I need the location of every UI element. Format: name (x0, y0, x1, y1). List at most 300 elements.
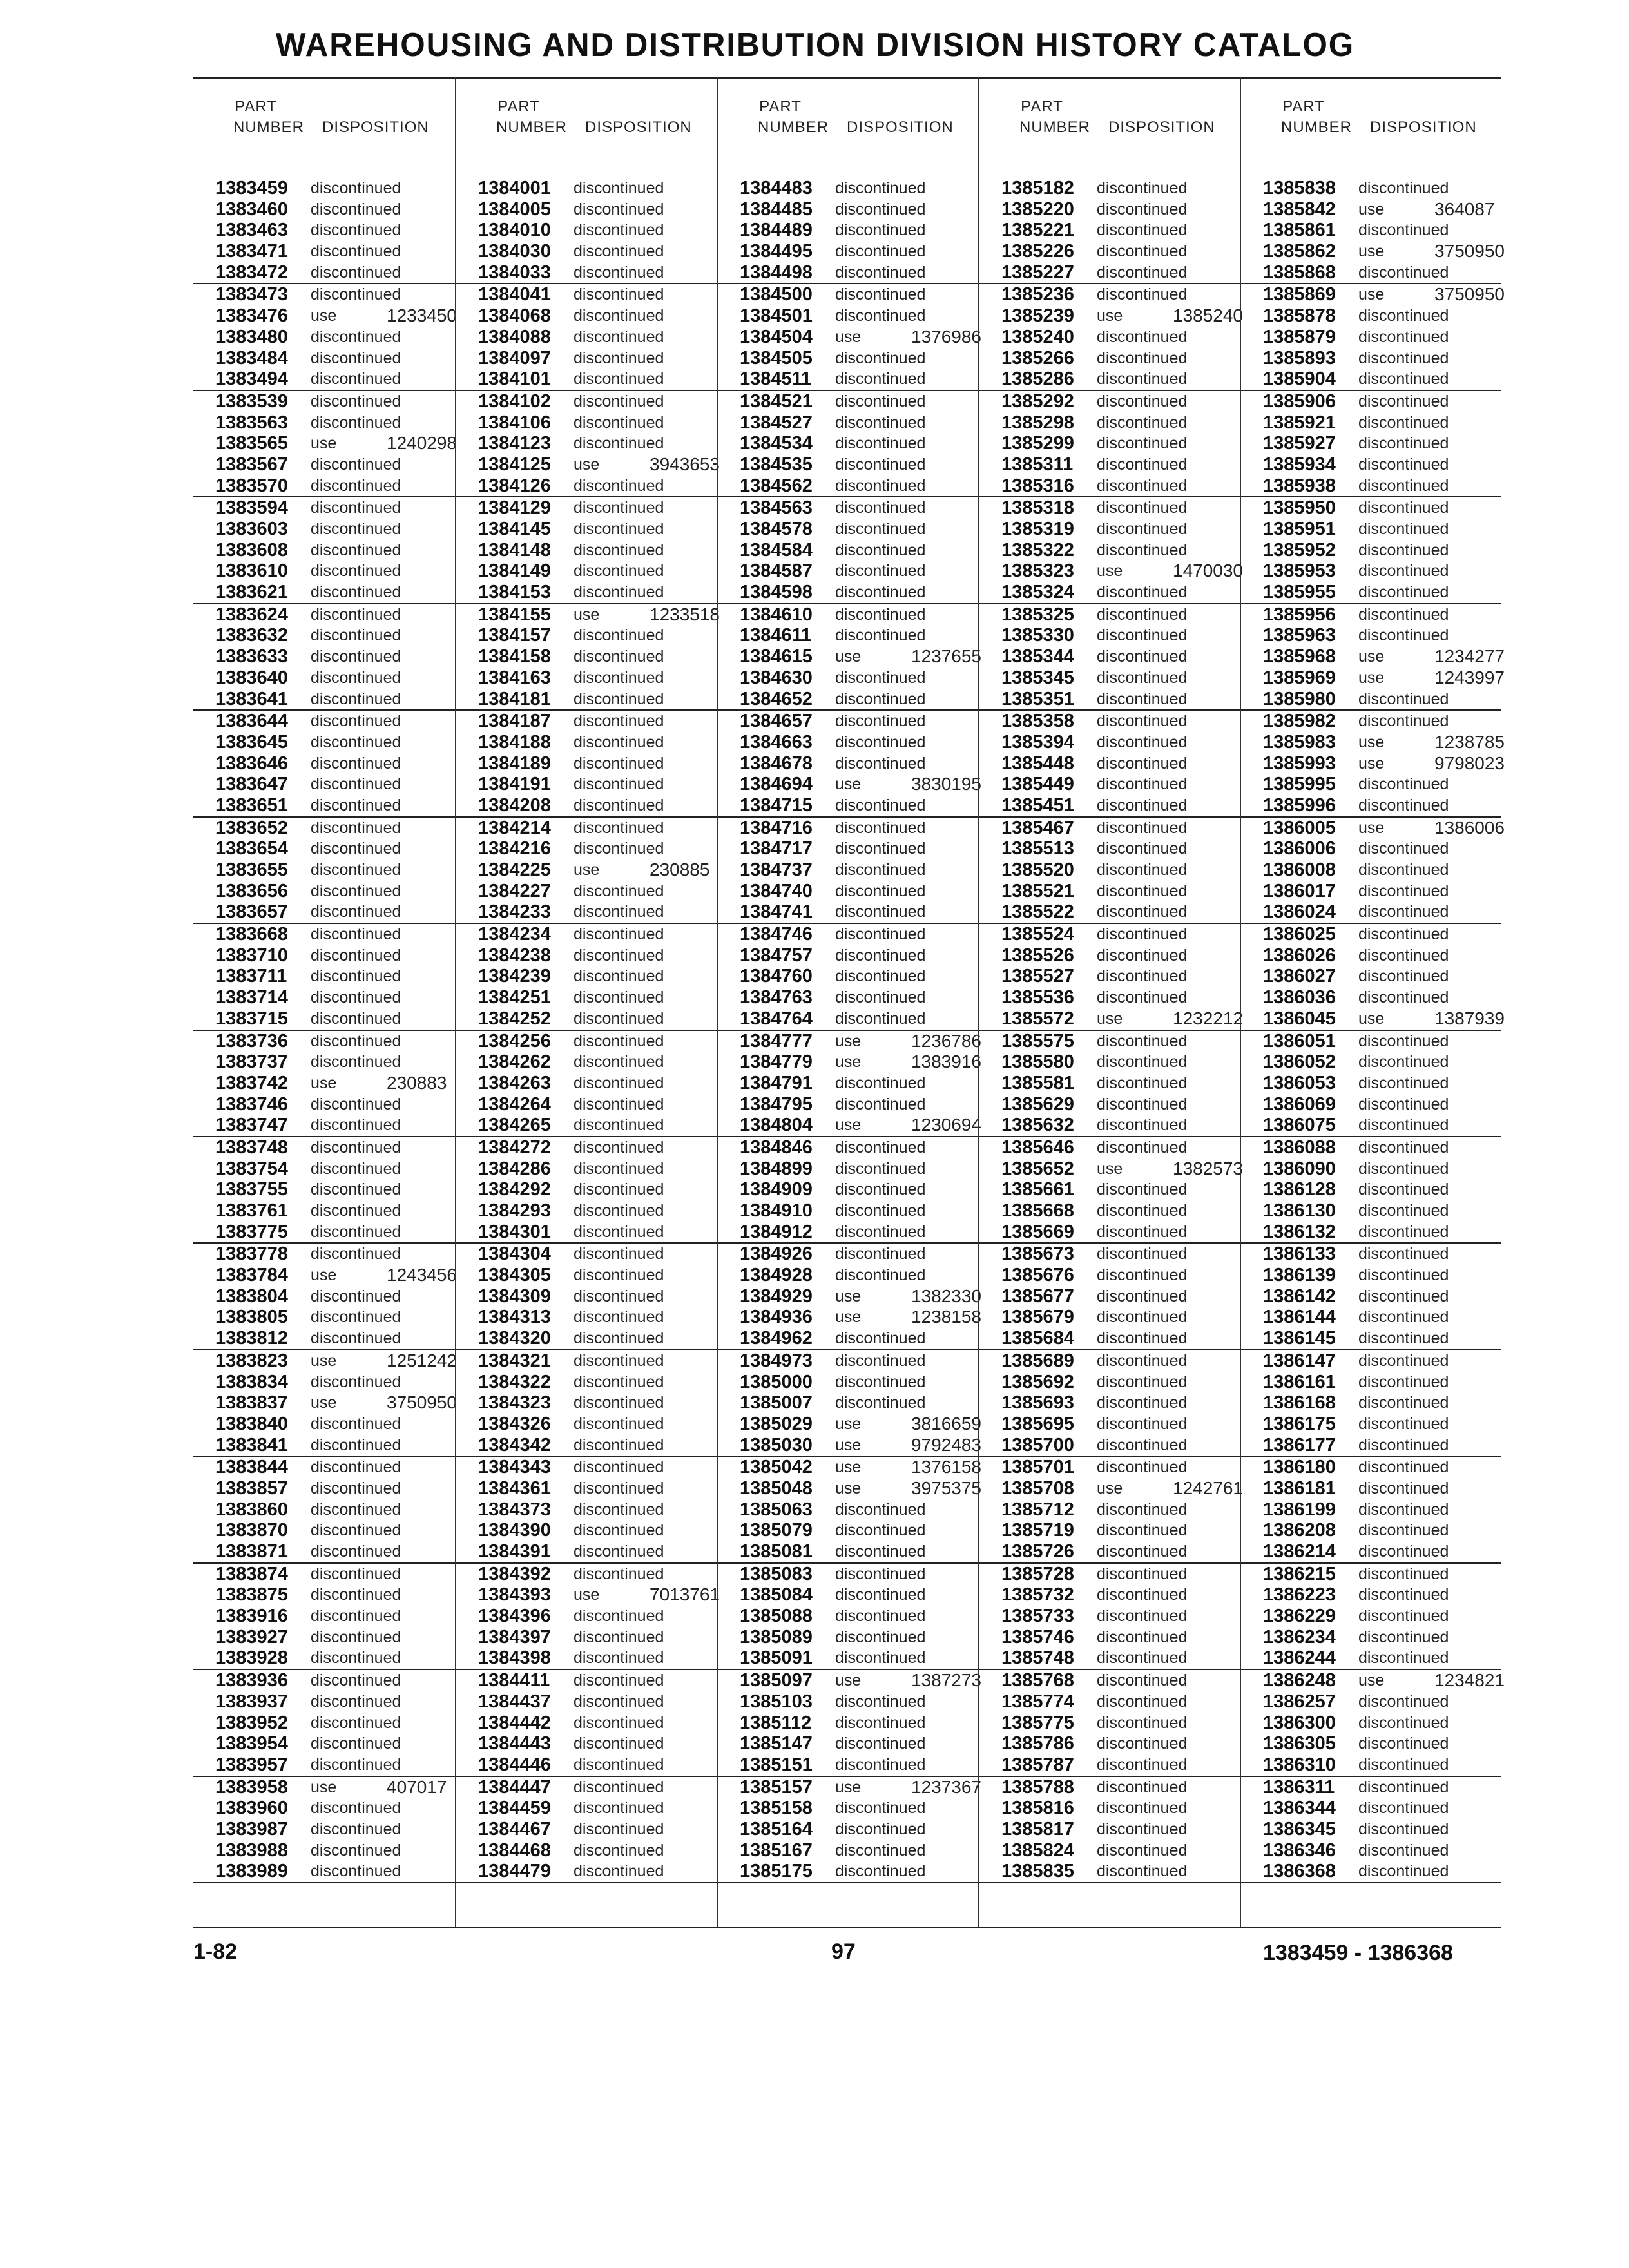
disposition: use 1237367 (835, 1776, 982, 1797)
disposition: discontinued (1097, 1820, 1188, 1838)
disposition: discontinued (1097, 648, 1188, 666)
disposition: use 1243997 (1358, 667, 1505, 687)
part-number: 1383641 (215, 688, 288, 709)
part-number: 1385838 (1263, 178, 1336, 198)
part-number: 1384153 (478, 582, 551, 603)
catalog-row (456, 561, 717, 582)
replacement-part-number: 1376158 (911, 1457, 982, 1477)
catalog-row (1241, 753, 1505, 774)
part-number: 1383711 (215, 966, 287, 987)
disposition: discontinued (1097, 1245, 1188, 1264)
disposition: discontinued (1358, 1202, 1449, 1220)
catalog-row (979, 1392, 1240, 1414)
disposition: discontinued (1097, 1500, 1188, 1519)
catalog-row (979, 860, 1240, 881)
part-number: 1384293 (478, 1200, 551, 1221)
disposition: discontinued (835, 221, 926, 240)
part-number: 1385103 (740, 1691, 813, 1712)
catalog-row (193, 1713, 455, 1734)
part-number: 1383471 (215, 241, 288, 262)
disposition: discontinued (1097, 605, 1188, 624)
part-number: 1384033 (478, 262, 551, 283)
part-number: 1384181 (478, 688, 551, 709)
catalog-row (979, 1094, 1240, 1115)
disposition: discontinued (1358, 988, 1449, 1007)
catalog-row (456, 1372, 717, 1393)
part-number: 1385956 (1263, 604, 1336, 625)
part-number: 1383610 (215, 561, 288, 582)
disposition: discontinued (1358, 392, 1449, 410)
disposition: discontinued (835, 946, 926, 965)
part-number: 1384326 (478, 1413, 551, 1434)
catalog-row (193, 391, 455, 412)
catalog-row (193, 945, 455, 966)
disposition: use 1383916 (835, 1052, 982, 1072)
part-number: 1386214 (1263, 1541, 1336, 1562)
disposition: discontinued (1358, 967, 1449, 986)
column-header (193, 97, 455, 174)
part-number: 1385996 (1263, 794, 1336, 816)
disposition: discontinued (1358, 946, 1449, 965)
catalog-row (718, 1541, 978, 1564)
part-number: 1385325 (1001, 604, 1074, 625)
disposition: discontinued (311, 689, 401, 708)
disposition: discontinued (835, 861, 926, 879)
catalog-row (1241, 1564, 1501, 1585)
catalog-row (1241, 881, 1501, 902)
part-number: 1383778 (215, 1244, 288, 1265)
part-number: 1384846 (740, 1137, 813, 1158)
disposition-header: DISPOSITION (847, 119, 954, 136)
part-number: 1383632 (215, 625, 288, 646)
disposition: discontinued (1358, 476, 1449, 495)
part-number: 1383870 (215, 1520, 288, 1541)
disposition-header: DISPOSITION (322, 119, 429, 136)
disposition: discontinued (1097, 967, 1188, 986)
part-number: 1383957 (215, 1754, 288, 1775)
catalog-row (456, 391, 717, 412)
catalog-row (979, 348, 1240, 369)
disposition: use 1387939 (1358, 1008, 1505, 1028)
catalog-row (718, 1648, 978, 1670)
disposition: discontinued (835, 967, 926, 986)
part-number: 1383954 (215, 1733, 288, 1754)
catalog-row (979, 924, 1240, 945)
replacement-part-number: 364087 (1434, 198, 1495, 219)
disposition: discontinued (1358, 1649, 1449, 1667)
part-number: 1383746 (215, 1093, 288, 1115)
catalog-row (456, 1777, 717, 1798)
part-number: 1384361 (478, 1477, 551, 1499)
part-number: 1384485 (740, 198, 813, 220)
disposition: discontinued (1097, 1308, 1188, 1327)
catalog-row (979, 540, 1240, 561)
part-number: 1386142 (1263, 1285, 1336, 1307)
part-number: 1386005 (1263, 817, 1336, 838)
catalog-column-5 (1240, 77, 1505, 1927)
disposition: discontinued (574, 1351, 664, 1370)
catalog-row (1241, 646, 1505, 668)
part-number: 1383927 (215, 1626, 288, 1648)
disposition: use 1376986 (835, 326, 982, 347)
replacement-part-number: 1243456 (387, 1265, 458, 1285)
disposition: discontinued (835, 583, 926, 602)
catalog-row (456, 924, 717, 945)
part-number: 1385048 (740, 1477, 813, 1499)
replacement-part-number: 3943653 (650, 454, 720, 474)
part-number: 1385467 (1001, 817, 1074, 838)
part-number: 1385323 (1001, 561, 1074, 582)
part-number: 1383837 (215, 1392, 288, 1414)
catalog-row (193, 582, 455, 604)
catalog-row (718, 1372, 978, 1393)
catalog-row (718, 1350, 978, 1372)
part-number: 1384715 (740, 794, 813, 816)
part-number: 1385394 (1001, 731, 1074, 753)
catalog-row (979, 625, 1240, 646)
catalog-row (718, 1052, 982, 1073)
part-number: 1386208 (1263, 1520, 1336, 1541)
catalog-row (1241, 1158, 1501, 1180)
disposition: discontinued (1097, 520, 1188, 538)
part-number: 1383460 (215, 198, 288, 220)
disposition: discontinued (1358, 179, 1449, 197)
disposition: discontinued (311, 1671, 401, 1690)
catalog-row (979, 476, 1240, 498)
catalog-row (979, 966, 1240, 987)
part-number: 1384392 (478, 1563, 551, 1584)
part-number-header: PART NUMBER (758, 98, 829, 136)
catalog-row (193, 1222, 455, 1244)
part-number: 1384286 (478, 1158, 551, 1179)
disposition: discontinued (1358, 1521, 1449, 1540)
disposition: discontinued (1097, 881, 1188, 900)
disposition: discontinued (1097, 1287, 1188, 1305)
disposition: discontinued (835, 818, 926, 837)
catalog-row (979, 1627, 1240, 1648)
catalog-row (1241, 838, 1501, 860)
part-number: 1386027 (1263, 966, 1336, 987)
catalog-column-3 (717, 77, 982, 1927)
part-number: 1384129 (478, 497, 551, 519)
part-number: 1386257 (1263, 1691, 1336, 1712)
disposition: discontinued (1358, 413, 1449, 432)
disposition: discontinued (311, 285, 401, 304)
part-number: 1385521 (1001, 880, 1074, 901)
disposition: discontinued (311, 775, 401, 794)
disposition: discontinued (574, 1222, 664, 1241)
catalog-row (979, 881, 1240, 902)
part-number: 1384292 (478, 1179, 551, 1200)
disposition: discontinued (311, 1116, 401, 1135)
catalog-row (193, 732, 455, 753)
catalog-row (979, 753, 1240, 774)
part-number: 1385451 (1001, 794, 1074, 816)
disposition: discontinued (311, 392, 401, 410)
catalog-row (193, 924, 455, 945)
disposition: discontinued (1097, 476, 1188, 495)
part-number: 1385526 (1001, 945, 1074, 966)
disposition: discontinued (1358, 1586, 1449, 1604)
catalog-row (718, 604, 978, 626)
catalog-row (718, 1499, 978, 1521)
catalog-row (193, 497, 455, 519)
disposition: discontinued (835, 1755, 926, 1774)
part-number: 1384126 (478, 475, 551, 496)
disposition: discontinued (1358, 370, 1449, 389)
disposition: discontinued (574, 562, 664, 581)
part-number: 1385513 (1001, 838, 1074, 860)
part-number: 1384741 (740, 901, 813, 923)
disposition: discontinued (574, 1755, 664, 1774)
part-number: 1384321 (478, 1350, 551, 1371)
disposition: discontinued (311, 1009, 401, 1028)
disposition: use 1238785 (1358, 731, 1505, 752)
part-number: 1383840 (215, 1413, 288, 1434)
part-number: 1385292 (1001, 390, 1074, 412)
part-number: 1385692 (1001, 1371, 1074, 1392)
catalog-row (979, 1819, 1240, 1840)
part-number: 1384320 (478, 1328, 551, 1349)
catalog-row (1241, 689, 1501, 711)
catalog-row (193, 284, 455, 305)
catalog-row (193, 1478, 455, 1499)
replacement-part-number: 3830195 (911, 774, 982, 794)
disposition: discontinued (1358, 1222, 1449, 1241)
part-number: 1385684 (1001, 1328, 1074, 1349)
replacement-part-number: 9798023 (1434, 753, 1505, 773)
disposition: discontinued (1358, 263, 1449, 282)
catalog-row (979, 668, 1240, 689)
disposition: discontinued (1358, 605, 1449, 624)
part-number: 1385878 (1263, 305, 1336, 327)
part-number: 1383640 (215, 667, 288, 688)
disposition: discontinued (1097, 1542, 1188, 1561)
part-number: 1383754 (215, 1158, 288, 1179)
catalog-row (456, 582, 717, 604)
part-number: 1384598 (740, 582, 813, 603)
column-rows (979, 178, 1244, 1883)
catalog-row (456, 220, 717, 241)
disposition: discontinued (574, 200, 664, 218)
part-number: 1383710 (215, 945, 288, 966)
part-number: 1384272 (478, 1137, 551, 1158)
part-number: 1385266 (1001, 347, 1074, 369)
disposition: discontinued (1097, 1607, 1188, 1626)
disposition: discontinued (1358, 1862, 1449, 1881)
part-number: 1384912 (740, 1221, 813, 1242)
catalog-row (979, 1244, 1240, 1265)
disposition: discontinued (574, 1862, 664, 1881)
disposition: discontinued (1097, 327, 1188, 346)
catalog-row (456, 987, 717, 1008)
catalog-row (718, 1158, 978, 1180)
disposition: discontinued (835, 392, 926, 410)
catalog-row (456, 433, 717, 454)
disposition: use 1240298 (311, 433, 458, 454)
part-number: 1383656 (215, 880, 288, 901)
catalog-row (456, 1754, 717, 1777)
catalog-row (979, 1564, 1240, 1585)
replacement-part-number: 1242761 (1173, 1477, 1244, 1498)
catalog-row (193, 1031, 455, 1052)
disposition: discontinued (1358, 1351, 1449, 1370)
disposition: discontinued (1358, 541, 1449, 559)
catalog-row (193, 1328, 455, 1350)
disposition: discontinued (311, 1245, 401, 1264)
disposition: discontinued (574, 1713, 664, 1732)
disposition: discontinued (1358, 903, 1449, 921)
disposition: discontinued (835, 1542, 926, 1561)
disposition: discontinued (574, 242, 664, 261)
part-number: 1385951 (1263, 519, 1336, 539)
part-number: 1384323 (478, 1392, 551, 1414)
part-number: 1384763 (740, 987, 813, 1008)
part-number: 1384030 (478, 241, 551, 262)
catalog-row (979, 561, 1244, 582)
part-number: 1384214 (478, 817, 551, 838)
catalog-row (979, 689, 1240, 711)
part-number: 1385221 (1001, 220, 1074, 241)
part-number: 1384411 (478, 1670, 550, 1691)
disposition: discontinued (1097, 1841, 1188, 1860)
disposition: discontinued (574, 1138, 664, 1157)
catalog-row (456, 1392, 717, 1414)
part-number: 1386181 (1263, 1477, 1336, 1499)
disposition: discontinued (1358, 1308, 1449, 1327)
part-number: 1384343 (478, 1457, 551, 1478)
catalog-row (979, 1457, 1240, 1478)
part-number: 1383476 (215, 305, 288, 327)
catalog-row (718, 668, 978, 689)
disposition: discontinued (311, 349, 401, 367)
catalog-row (193, 1265, 458, 1286)
catalog-row (1241, 582, 1501, 604)
catalog-row (456, 1307, 717, 1328)
catalog-row (193, 1606, 455, 1627)
disposition: use 1386006 (1358, 817, 1505, 838)
part-number: 1386132 (1263, 1221, 1336, 1242)
part-number: 1383644 (215, 711, 288, 732)
part-number: 1386244 (1263, 1648, 1336, 1669)
disposition-header: DISPOSITION (1370, 119, 1477, 136)
part-number: 1383655 (215, 860, 288, 880)
disposition: use 1237655 (835, 646, 982, 667)
catalog-row (193, 1094, 455, 1115)
catalog-row (1241, 1392, 1501, 1414)
catalog-row (979, 732, 1240, 753)
catalog-row (456, 1713, 717, 1734)
part-number: 1383761 (215, 1200, 288, 1221)
part-number: 1385089 (740, 1626, 813, 1648)
disposition: discontinued (311, 1862, 401, 1881)
part-number: 1385236 (1001, 284, 1074, 305)
part-number: 1384233 (478, 901, 551, 923)
catalog-row (718, 1073, 978, 1094)
catalog-row (718, 1477, 982, 1499)
disposition: discontinued (835, 1138, 926, 1157)
catalog-row (979, 1733, 1240, 1754)
part-number: 1383936 (215, 1670, 288, 1691)
disposition: discontinued (835, 796, 926, 814)
catalog-row (979, 1307, 1240, 1328)
part-number: 1384102 (478, 390, 551, 412)
disposition: discontinued (1097, 221, 1188, 240)
part-number: 1385042 (740, 1457, 813, 1478)
catalog-row (1241, 1052, 1501, 1073)
catalog-row (1241, 966, 1501, 987)
catalog-row (1241, 1137, 1501, 1158)
disposition: discontinued (1358, 1841, 1449, 1860)
replacement-part-number: 407017 (387, 1776, 447, 1797)
disposition: discontinued (311, 1735, 401, 1753)
disposition: discontinued (1097, 434, 1188, 453)
disposition: discontinued (835, 1841, 926, 1860)
part-number: 1385226 (1001, 241, 1074, 262)
catalog-row (193, 966, 455, 987)
catalog-row (456, 1840, 717, 1861)
catalog-row (456, 1798, 717, 1819)
disposition: use 1234277 (1358, 646, 1505, 667)
disposition: discontinued (1358, 1245, 1449, 1264)
disposition: discontinued (1097, 1053, 1188, 1072)
replacement-part-number: 1232212 (1173, 1008, 1244, 1028)
catalog-row (718, 1328, 978, 1350)
catalog-row (456, 1733, 717, 1754)
disposition: discontinued (311, 370, 401, 389)
disposition: discontinued (311, 903, 401, 921)
part-number: 1384678 (740, 753, 813, 774)
disposition-header: DISPOSITION (585, 119, 692, 136)
disposition: discontinued (1358, 1542, 1449, 1561)
catalog-row (1241, 1733, 1501, 1754)
catalog-row (193, 1840, 455, 1861)
disposition: discontinued (1358, 1607, 1449, 1626)
part-number: 1384504 (740, 326, 813, 347)
part-number: 1384611 (740, 625, 812, 646)
catalog-row (456, 1200, 717, 1222)
replacement-part-number: 1234821 (1434, 1670, 1505, 1691)
disposition: discontinued (1097, 689, 1188, 708)
disposition: discontinued (1358, 1287, 1449, 1305)
part-number: 1384926 (740, 1244, 813, 1265)
disposition: discontinued (835, 200, 926, 218)
part-number: 1385157 (740, 1776, 813, 1798)
part-number: 1383742 (215, 1072, 288, 1093)
disposition: discontinued (1097, 1329, 1188, 1348)
disposition: discontinued (311, 1479, 401, 1497)
disposition: discontinued (835, 668, 926, 687)
part-number: 1386026 (1263, 945, 1336, 966)
part-number: 1386223 (1263, 1584, 1336, 1606)
replacement-part-number: 1387939 (1434, 1008, 1505, 1028)
disposition: discontinued (574, 1329, 664, 1348)
catalog-row (456, 860, 717, 881)
part-number: 1385693 (1001, 1392, 1074, 1414)
catalog-row (718, 199, 978, 220)
disposition: discontinued (835, 1222, 926, 1241)
catalog-row (193, 1541, 455, 1564)
disposition: discontinued (311, 925, 401, 944)
catalog-row (193, 433, 458, 454)
part-number: 1384437 (478, 1691, 551, 1712)
part-number: 1384264 (478, 1093, 551, 1115)
catalog-row (456, 604, 720, 626)
catalog-row (456, 1052, 717, 1073)
disposition: discontinued (1358, 1138, 1449, 1157)
catalog-row (1241, 1222, 1501, 1244)
catalog-row (456, 1435, 717, 1457)
